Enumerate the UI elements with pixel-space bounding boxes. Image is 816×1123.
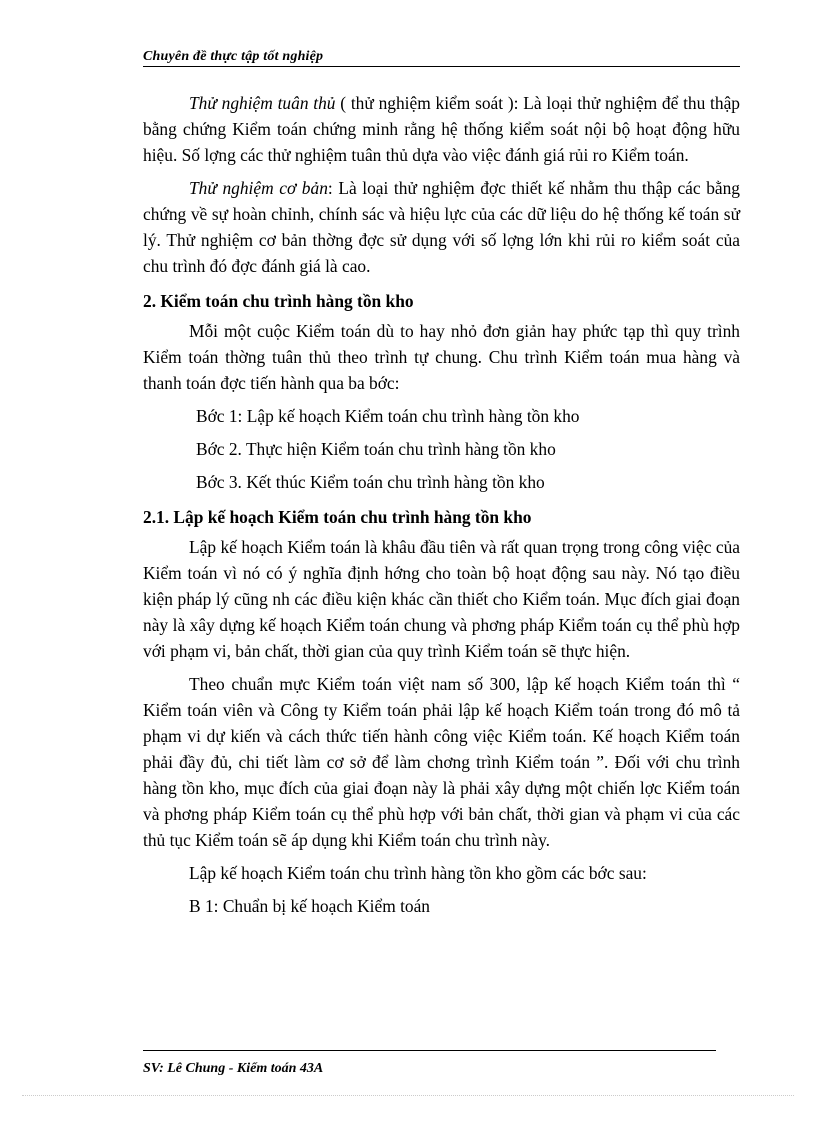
paragraph-text: : Là loại thử nghiệm đợc thiết kế nhằm thu thập các bằng chứng về sự hoàn chỉnh, chính sác và hiệu lực của các dữ liệu do hệ thống kế toán sử lý. Thử nghiệm cơ bản thờng đợc sử dụng với số lợng lớn khi rủi ro kiểm soát của chu trình đó đợc đánh giá là cao. [143, 178, 741, 276]
paragraph-planning-steps: Lập kế hoạch Kiểm toán chu trình hàng tồn kho gồm các bớc sau: [189, 863, 647, 883]
term-substantive-test: Thử nghiệm cơ bản [189, 178, 328, 198]
paragraph-text: ( thử nghiệm kiểm soát ): Là loại thử nghiệm để thu thập bằng chứng Kiểm toán chứng minh rằng hệ thống kiểm soát nội bộ hoạt động hữu hiệu. Số lợng các thử nghiệm tuân thủ dựa vào việc đánh giá rủi ro Kiểm toán. [143, 93, 740, 165]
paragraph-standard-300: Theo chuẩn mực Kiểm toán việt nam số 300, lập kế hoạch Kiểm toán thì “ Kiểm toán viên và Công ty Kiểm toán phải lập kế hoạch Kiểm toán trong đó mô tả phạm vi dự kiến và cách thức tiến hành công việc Kiểm toán. Kế hoạch Kiểm toán phải đầy đủ, chi tiết làm cơ sở để làm chơng trình Kiểm toán ”. Đối với chu trình hàng tồn kho, mục đích của giai đoạn này là phải xây dựng một chiến lợc Kiểm toán và phơng pháp Kiểm toán cụ thể phù hợp với bản chất, thời gian và phạm vi của các thủ tục Kiểm toán sẽ áp dụng khi Kiểm toán chu trình này. [143, 674, 740, 850]
header-title: Chuyên đề thực tập tốt nghiệp [143, 49, 324, 64]
paragraph-substantive-test [143, 175, 740, 279]
paragraph-compliance-test [143, 90, 740, 168]
section-heading-2-1: 2.1. Lập kế hoạch Kiểm toán chu trình hàng tồn kho [143, 507, 532, 527]
paragraph-planning-intro: Lập kế hoạch Kiểm toán là khâu đầu tiên và rất quan trọng trong công việc của Kiểm toán vì nó có ý nghĩa định hớng cho toàn bộ hoạt động sau này. Nó tạo điều kiện pháp lý cũng nh các điều kiện khác cần thiết cho Kiểm toán. Mục đích giai đoạn này là xây dựng kế hoạch Kiểm toán chung và phơng pháp Kiểm toán cụ thể phù hợp với phạm vi, bản chất, thời gian của quy trình Kiểm toán sẽ thực hiện. [143, 537, 740, 661]
page-edge-divider [22, 1095, 794, 1096]
step-item-1: Bớc 1: Lập kế hoạch Kiểm toán chu trình hàng tồn kho [196, 406, 580, 426]
paragraph-step-b1: B 1: Chuẩn bị kế hoạch Kiểm toán [189, 896, 431, 916]
footer-author: SV: Lê Chung - Kiểm toán 43A [143, 1061, 324, 1076]
document-body [143, 90, 740, 919]
step-item-2: Bớc 2. Thực hiện Kiểm toán chu trình hàng tồn kho [196, 439, 556, 459]
step-item-3: Bớc 3. Kết thúc Kiểm toán chu trình hàng tồn kho [196, 472, 545, 492]
page-header [143, 46, 740, 67]
paragraph-audit-process: Mỗi một cuộc Kiểm toán dù to hay nhỏ đơn giản hay phức tạp thì quy trình Kiểm toán thờng tuân thủ theo trình tự chung. Chu trình Kiểm toán mua hàng và thanh toán đợc tiến hành qua ba bớc: [143, 321, 740, 393]
page-footer [143, 1050, 716, 1076]
section-heading-2: 2. Kiểm toán chu trình hàng tồn kho [143, 291, 414, 311]
term-compliance-test: Thử nghiệm tuân thủ [189, 93, 336, 113]
